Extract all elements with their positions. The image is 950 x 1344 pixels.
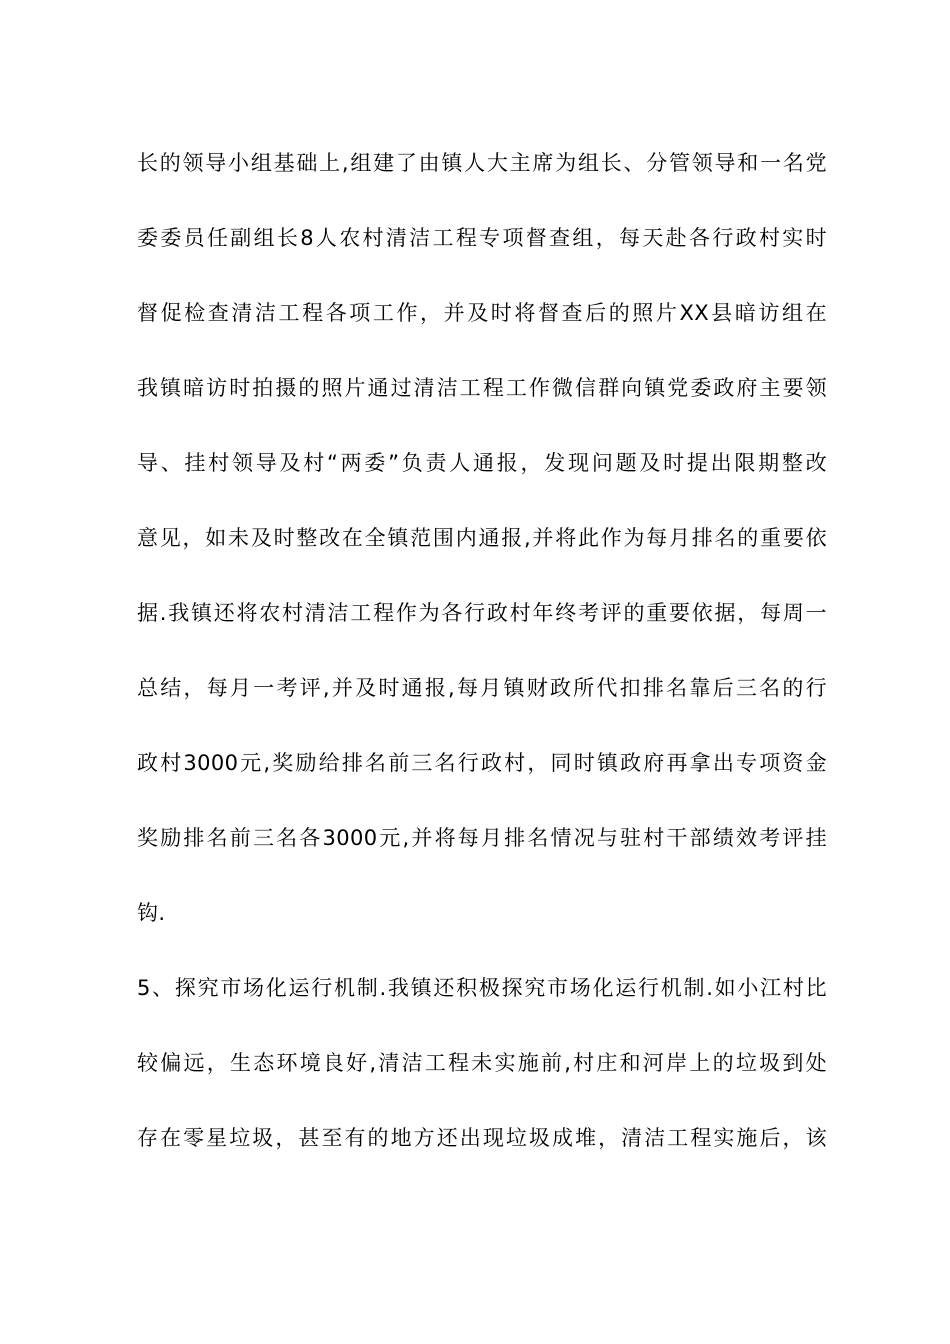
- text-line: 意见，如未及时整改在全镇范围内通报,并将此作为每月排名的重要依: [137, 526, 827, 550]
- text-line: 钩.: [137, 901, 166, 925]
- text-line: 督促检查清洁工程各项工作，并及时将督查后的照片XX县暗访组在: [137, 301, 827, 325]
- text-line: 据.我镇还将农村清洁工程作为各行政村年终考评的重要依据，每周一: [137, 601, 827, 625]
- text-line: 奖励排名前三名各3000元,并将每月排名情况与驻村干部绩效考评挂: [137, 826, 827, 850]
- text-line: 导、挂村领导及村“两委”负责人通报，发现问题及时提出限期整改: [137, 451, 827, 475]
- text-line: 我镇暗访时拍摄的照片通过清洁工程工作微信群向镇党委政府主要领: [137, 376, 827, 400]
- text-line: 较偏远，生态环境良好,清洁工程未实施前,村庄和河岸上的垃圾到处: [137, 1051, 827, 1075]
- text-line: 总结，每月一考评,并及时通报,每月镇财政所代扣排名靠后三名的行: [137, 676, 827, 700]
- text-line: 委委员任副组长8人农村清洁工程专项督查组，每天赴各行政村实时: [137, 226, 827, 250]
- body-text: [137, 140, 827, 1190]
- text-line: 政村3000元,奖励给排名前三名行政村，同时镇政府再拿出专项资金: [137, 751, 827, 775]
- text-line: 长的领导小组基础上,组建了由镇人大主席为组长、分管领导和一名党: [137, 151, 827, 175]
- text-line: 5、探究市场化运行机制.我镇还积极探究市场化运行机制.如小江村比: [137, 976, 827, 1000]
- text-line: 存在零星垃圾，甚至有的地方还出现垃圾成堆，清洁工程实施后，该: [137, 1126, 827, 1150]
